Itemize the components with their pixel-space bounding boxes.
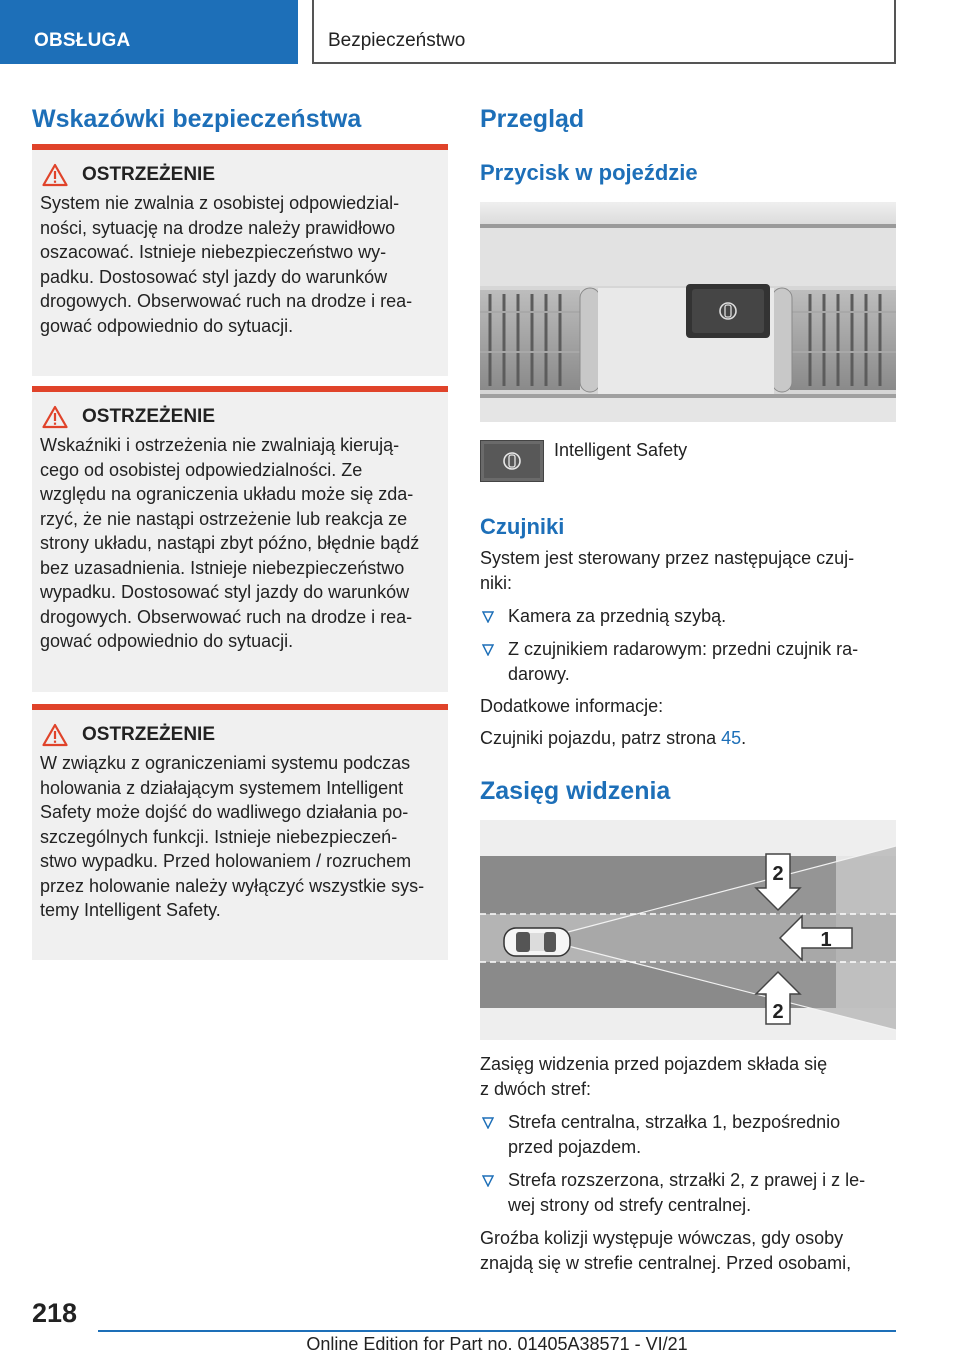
text-line: gować odpowiednio do sytuacji. <box>40 315 294 336</box>
warning-triangle-icon <box>42 723 68 747</box>
text-line: W związku z ograniczeniami systemu podczas <box>40 753 411 773</box>
warning-title <box>40 162 440 188</box>
text-line: System nie zwalnia z osobistej odpowiedzial- <box>40 193 400 213</box>
text-line: drogowych. Obserwować ruch na drodze i rea- <box>40 606 413 627</box>
text-line: temy Intelligent Safety. <box>40 900 221 920</box>
warning-text <box>40 751 440 923</box>
text-line: niki: <box>480 573 513 593</box>
overview-title: Przegląd <box>480 105 585 133</box>
text-line: rzyć, że nie nastąpi ostrzeżenie lub reakcja ze <box>40 508 408 529</box>
text-line: cego od osobistej odpowiedzialności. Ze <box>40 459 363 480</box>
warning-text <box>40 433 440 654</box>
sensor-bullet-2 <box>480 637 896 687</box>
text-line: gować odpowiednio do sytuacji. <box>40 631 294 651</box>
detection-range-diagram <box>480 820 896 1040</box>
text-line: holowania z działającym systemem Intelligent <box>40 777 404 798</box>
text-line: System jest sterowany przez następujące czuj- <box>480 548 855 568</box>
bullet-triangle-icon <box>482 1175 494 1187</box>
button-in-vehicle-title: Przycisk w pojeździe <box>480 160 698 185</box>
text-line: Strefa rozszerzona, strzałki 2, z prawej i z le- <box>508 1170 866 1190</box>
warning-box-2 <box>32 386 448 692</box>
page-number: 218 <box>32 1298 78 1328</box>
warning-title <box>40 404 440 430</box>
header-chapter-title: Bezpieczeństwo <box>312 0 896 64</box>
range-bullet-2 <box>480 1168 896 1218</box>
text-line: Zasięg widzenia przed pojazdem składa się <box>480 1054 828 1074</box>
intelligent-safety-label: Intelligent Safety <box>554 440 688 460</box>
warning-title-text: OSTRZEŻENIE <box>82 164 216 185</box>
text-line: darowy. <box>508 664 570 684</box>
range-bullet-1 <box>480 1110 896 1160</box>
footer-divider <box>98 1330 896 1332</box>
text-line: ności, sytuację na drodze należy prawidłowo <box>40 217 396 238</box>
text-line: Kamera za przednią szybą. <box>508 606 727 626</box>
text-line: bez uzasadnienia. Istnieje niebezpieczeństwo <box>40 557 405 578</box>
warning-triangle-icon <box>42 163 68 187</box>
arrow-2-bottom-label: 2 <box>772 1001 784 1023</box>
text-line: przed pojazdem. <box>508 1137 642 1157</box>
sensors-reference <box>480 726 746 751</box>
text-line: przez holowanie należy wyłączyć wszystkie sys- <box>40 875 425 896</box>
sensor-bullet-1 <box>480 604 896 629</box>
detection-range-title: Zasięg widzenia <box>480 777 671 805</box>
warning-title-text: OSTRZEŻENIE <box>82 406 216 427</box>
text-line: padku. Dostosować styl jazdy do warunków <box>40 266 388 287</box>
text-line: Strefa centralna, strzałka 1, bezpośrednio <box>508 1112 841 1132</box>
warning-box-3 <box>32 704 448 960</box>
warning-box-1 <box>32 144 448 376</box>
text-line: Safety może dojść do wadliwego działania po- <box>40 802 409 822</box>
text-line: znajdą się w strefie centralnej. Przed osobami, <box>480 1253 852 1273</box>
additional-info-label: Dodatkowe informacje: <box>480 696 664 716</box>
intelligent-safety-button-icon <box>480 440 544 482</box>
bullet-triangle-icon <box>482 644 494 656</box>
warning-triangle-icon <box>42 405 68 429</box>
text-line: oszacować. Istnieje niebezpieczeństwo wy- <box>40 242 387 262</box>
text-line: drogowych. Obserwować ruch na drodze i rea- <box>40 291 413 311</box>
text-line: wypadku. Dostosować styl jazdy do warunków <box>40 582 410 602</box>
dashboard-button-photo <box>480 202 896 422</box>
text-line: strony układu, nastąpi zbyt późno, błędnie bądź <box>40 533 420 553</box>
text-line: wej strony od strefy centralnej. <box>508 1195 752 1215</box>
sensors-intro <box>480 546 854 596</box>
text-line: względu na ograniczenia układu może się zda- <box>40 484 414 504</box>
arrow-2-top-label: 2 <box>772 863 784 885</box>
warning-title-text: OSTRZEŻENIE <box>82 724 216 745</box>
safety-instructions-title: Wskazówki bezpieczeństwa <box>32 105 362 133</box>
page-45-link[interactable]: 45 <box>721 728 742 748</box>
text-line: z dwóch stref: <box>480 1079 592 1099</box>
footer-edition: Online Edition for Part no. 01405A38571 - VI/21 <box>306 1334 688 1354</box>
text-line: Groźba kolizji występuje wówczas, gdy osoby <box>480 1228 844 1248</box>
reference-text: Czujniki pojazdu, patrz strona <box>480 728 722 748</box>
text-line: Z czujnikiem radarowym: przedni czujnik ra- <box>508 639 859 659</box>
warning-title <box>40 722 440 748</box>
bullet-triangle-icon <box>482 1117 494 1129</box>
text-line: stwo wypadku. Przed holowaniem / rozruchem <box>40 851 412 871</box>
text-line: Wskaźniki i ostrzeżenia nie zwalniają kierują- <box>40 435 400 455</box>
reference-end: . <box>741 728 747 748</box>
collision-text <box>480 1226 851 1276</box>
range-intro <box>480 1052 827 1102</box>
car-icon <box>504 928 570 956</box>
header-section-tab: OBSŁUGA <box>0 0 298 64</box>
text-line: szczególnych funkcji. Istnieje niebezpieczeń- <box>40 826 398 847</box>
bullet-triangle-icon <box>482 611 494 623</box>
arrow-1-center-label: 1 <box>820 929 832 951</box>
sensors-title: Czujniki <box>480 514 565 539</box>
warning-text <box>40 191 440 338</box>
